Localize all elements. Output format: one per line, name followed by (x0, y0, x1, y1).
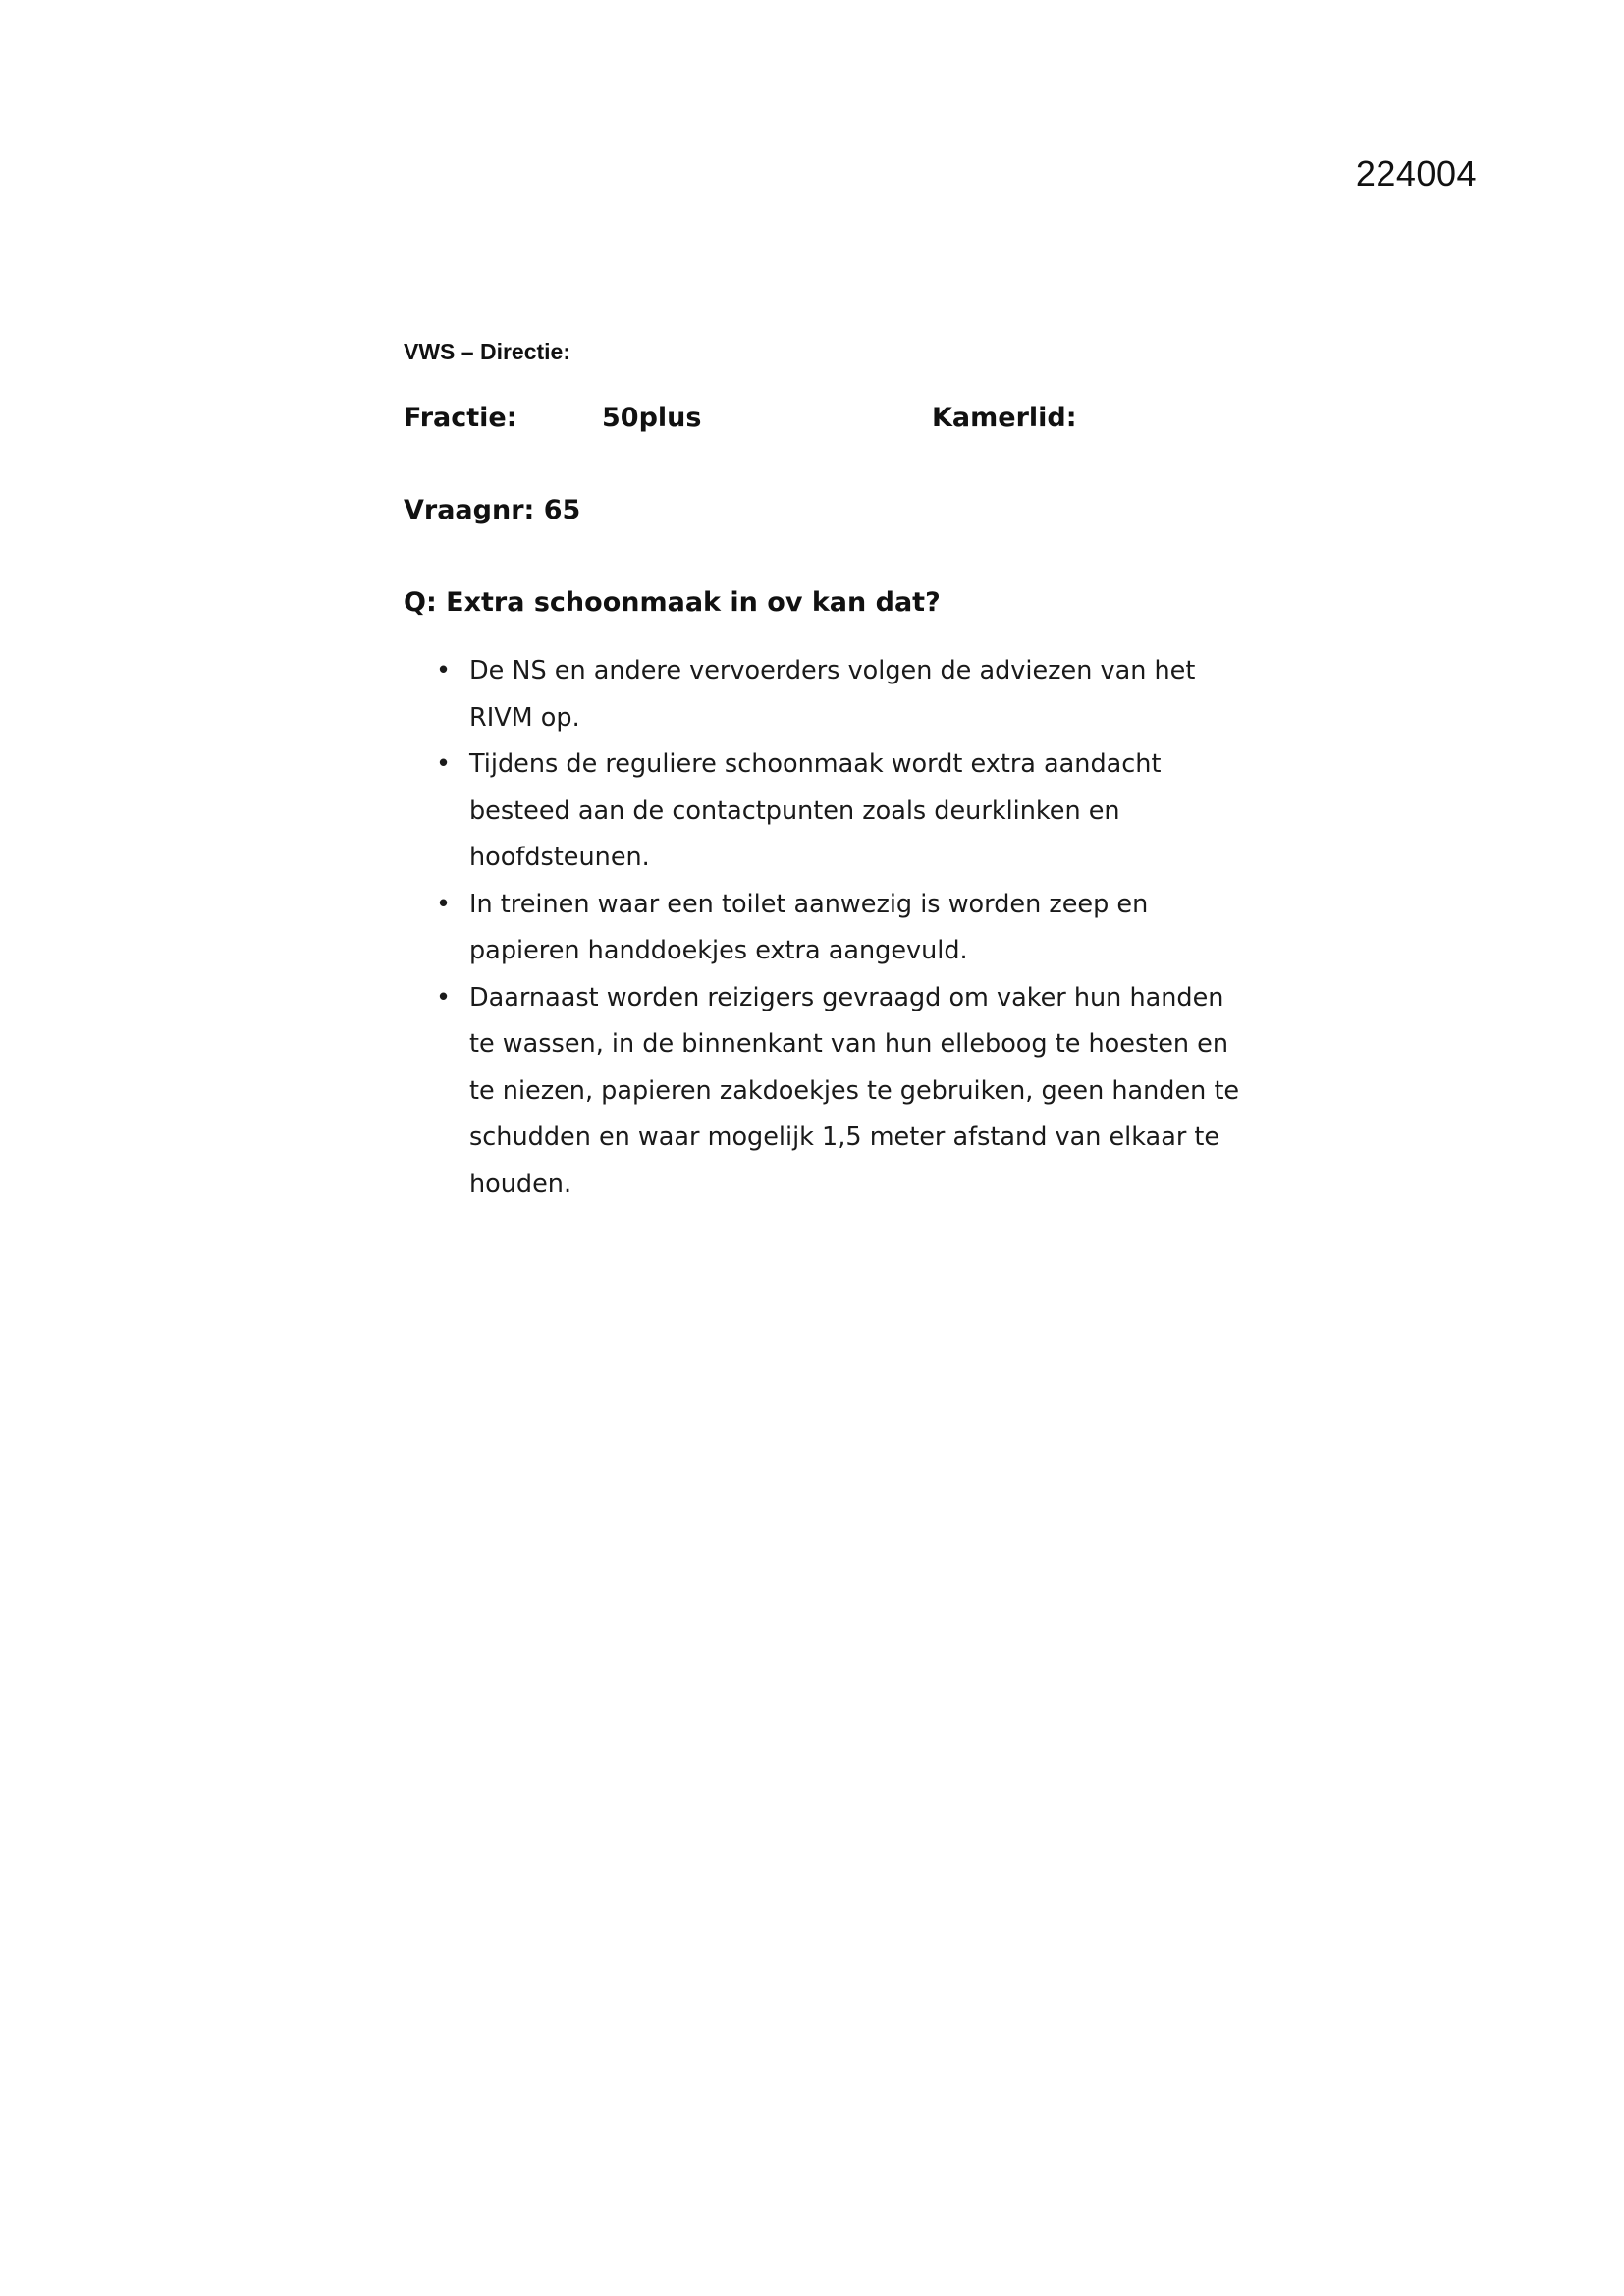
bullet-icon: • (436, 889, 452, 919)
list-item (404, 882, 1248, 975)
bullet-icon: • (436, 749, 452, 779)
bullet-icon: • (436, 656, 452, 685)
directie-label: VWS – Directie: (404, 339, 570, 364)
answer-list (404, 648, 1248, 1208)
list-item (404, 975, 1248, 1209)
question-number: Vraagnr: 65 (404, 495, 581, 525)
list-item (404, 648, 1248, 741)
list-item (404, 741, 1248, 882)
question-title: Q: Extra schoonmaak in ov kan dat? (404, 587, 941, 618)
kamerlid-label: Kamerlid: (932, 403, 1077, 433)
answer-text: De NS en andere vervoerders volgen de adviezen van het RIVM op. (469, 656, 1196, 733)
document-number: 224004 (1355, 153, 1477, 193)
answer-text: Tijdens de reguliere schoonmaak wordt extra aandacht besteed aan de contactpunten zoals deurklinken en hoofdsteunen. (469, 749, 1162, 872)
meta-row (404, 399, 1248, 438)
answer-text: In treinen waar een toilet aanwezig is worden zeep en papieren handdoekjes extra aangevuld. (469, 889, 1149, 965)
document-body (404, 334, 1248, 1208)
fractie-value: 50plus (602, 403, 702, 433)
answer-text: Daarnaast worden reizigers gevraagd om vaker hun handen te wassen, in de binnenkant van hun elleboog te hoesten en te niezen, papieren zakdoekjes te gebruiken, geen handen te schudden en waar mogelijk 1,5 meter afstand van elkaar te houden. (469, 982, 1240, 1199)
bullet-icon: • (436, 982, 452, 1012)
fractie-label: Fractie: (404, 403, 517, 433)
